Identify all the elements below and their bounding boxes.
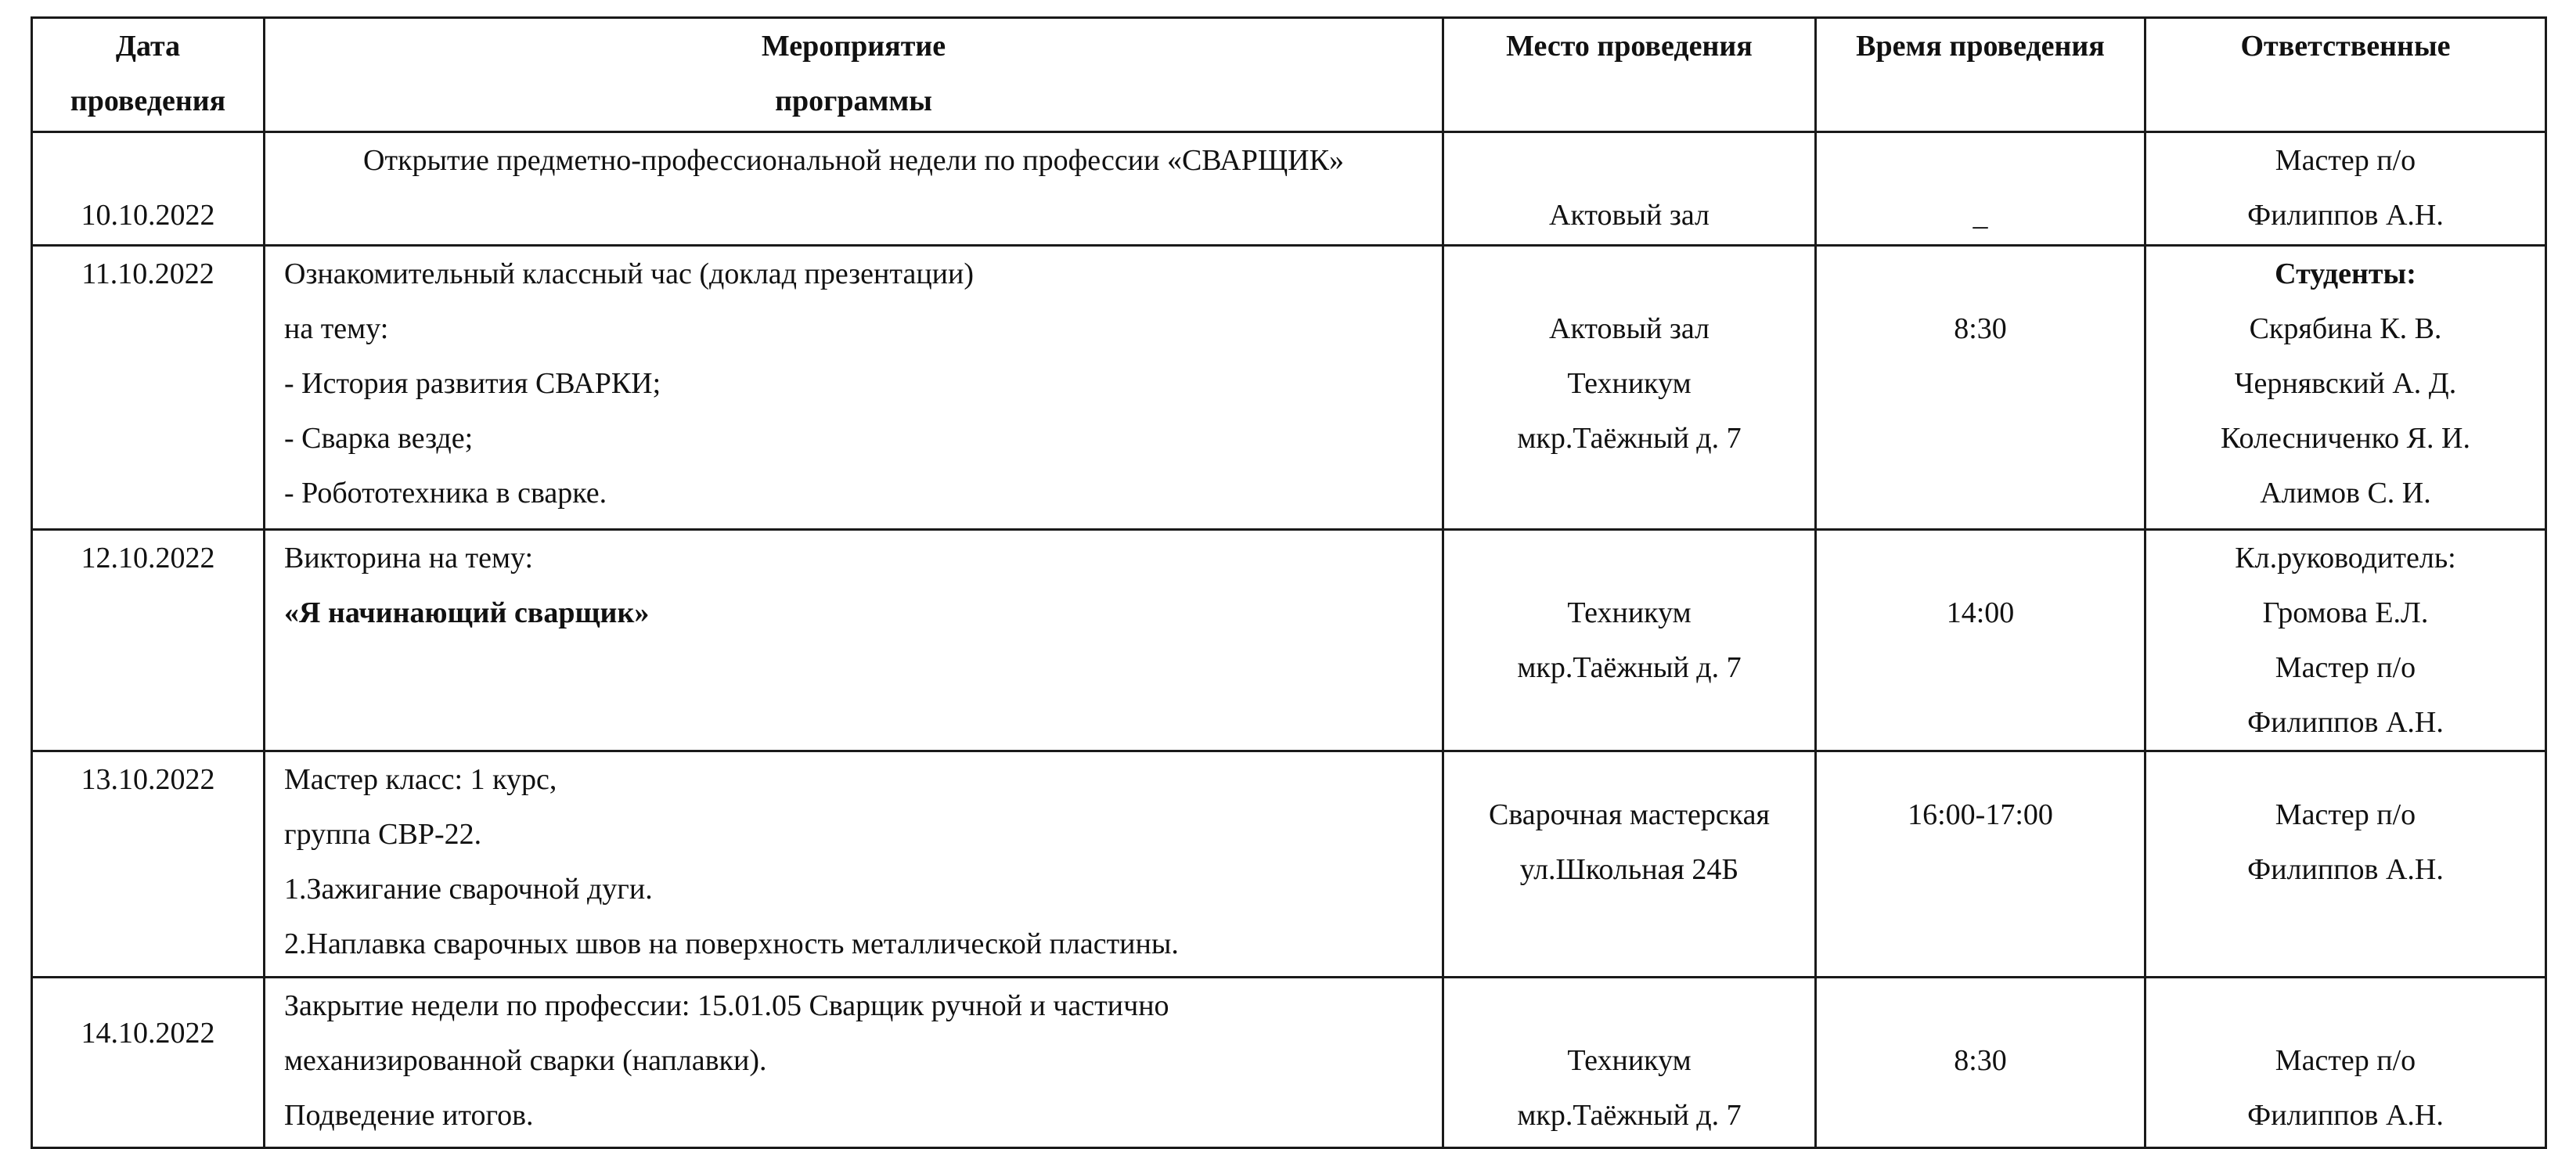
place-line: мкр.Таёжный д. 7 (1517, 1099, 1742, 1132)
row-event (265, 530, 1443, 751)
event-line: - Робототехника в сварке. (284, 477, 607, 510)
header-date-line1: Дата (115, 30, 181, 63)
row-date: 11.10.2022 (32, 246, 265, 530)
responsible-title: Студенты: (2275, 258, 2416, 290)
row-time: _ (1816, 132, 2145, 246)
row-place (1443, 132, 1816, 246)
row-place (1443, 978, 1816, 1148)
row-date: 13.10.2022 (32, 751, 265, 978)
table-row (32, 246, 2546, 530)
header-date-line2: проведения (70, 85, 226, 117)
responsible-line: Громова Е.Л. (2262, 596, 2429, 629)
responsible-line: Мастер п/о (2275, 144, 2416, 177)
event-line: 2.Наплавка сварочных швов на поверхность металлической пластины. (284, 927, 1179, 960)
header-time: Время проведения (1816, 18, 2145, 132)
row-responsible (2145, 978, 2546, 1148)
row-responsible (2145, 751, 2546, 978)
header-event-line1: Мероприятие (761, 30, 946, 63)
row-time: 8:30 (1816, 978, 2145, 1148)
event-line: 1.Зажигание сварочной дуги. (284, 873, 653, 906)
header-event (265, 18, 1443, 132)
place-line: Сварочная мастерская (1488, 798, 1771, 831)
event-line: Ознакомительный классный час (доклад презентации) (284, 258, 974, 290)
place-line: Актовый зал (1549, 312, 1710, 345)
table-row (32, 132, 2546, 246)
row-event (265, 132, 1443, 246)
table-header-row (32, 18, 2546, 132)
row-responsible (2145, 530, 2546, 751)
header-responsible: Ответственные (2145, 18, 2546, 132)
event-line: механизированной сварки (наплавки). (284, 1044, 767, 1077)
responsible-line: Мастер п/о (2275, 798, 2416, 831)
place-line: ул.Школьная 24Б (1519, 853, 1739, 886)
event-line: Подведение итогов. (284, 1099, 534, 1132)
event-line: Викторина на тему: (284, 542, 534, 574)
table-row (32, 978, 2546, 1148)
event-title-bold: «Я начинающий сварщик» (284, 596, 650, 629)
event-line: Мастер класс: 1 курс, (284, 763, 557, 796)
event-line: группа СВР-22. (284, 818, 482, 851)
responsible-line: Филиппов А.Н. (2247, 853, 2444, 886)
event-line: Открытие предметно-профессиональной недели по профессии «СВАРЩИК» (363, 144, 1344, 177)
responsible-line: Алимов С. И. (2260, 477, 2431, 510)
place-line: мкр.Таёжный д. 7 (1517, 422, 1742, 455)
row-time: 16:00-17:00 (1816, 751, 2145, 978)
responsible-line: Филиппов А.Н. (2247, 1099, 2444, 1132)
event-line: Закрытие недели по профессии: 15.01.05 Сварщик ручной и частично (284, 989, 1169, 1022)
row-event (265, 978, 1443, 1148)
place-line: Актовый зал (1549, 199, 1710, 232)
event-line: - Сварка везде; (284, 422, 474, 455)
row-event (265, 246, 1443, 530)
place-line: мкр.Таёжный д. 7 (1517, 651, 1742, 684)
row-place (1443, 530, 1816, 751)
row-event (265, 751, 1443, 978)
schedule-table (31, 16, 2547, 1149)
responsible-line: Филиппов А.Н. (2247, 199, 2444, 232)
place-line: Техникум (1567, 1044, 1692, 1077)
responsible-line: Мастер п/о (2275, 651, 2416, 684)
row-place (1443, 751, 1816, 978)
row-date: 10.10.2022 (32, 132, 265, 246)
row-date: 12.10.2022 (32, 530, 265, 751)
row-time: 8:30 (1816, 246, 2145, 530)
responsible-line: Кл.руководитель: (2235, 542, 2456, 574)
row-responsible (2145, 132, 2546, 246)
header-date (32, 18, 265, 132)
event-line: на тему: (284, 312, 389, 345)
event-line: - История развития СВАРКИ; (284, 367, 661, 400)
table-row (32, 751, 2546, 978)
responsible-line: Филиппов А.Н. (2247, 706, 2444, 739)
responsible-line: Колесниченко Я. И. (2221, 422, 2470, 455)
place-line: Техникум (1567, 367, 1692, 400)
responsible-line: Скрябина К. В. (2249, 312, 2442, 345)
header-place: Место проведения (1443, 18, 1816, 132)
place-line: Техникум (1567, 596, 1692, 629)
row-date: 14.10.2022 (32, 978, 265, 1148)
row-time: 14:00 (1816, 530, 2145, 751)
responsible-line: Чернявский А. Д. (2234, 367, 2457, 400)
row-place (1443, 246, 1816, 530)
row-responsible (2145, 246, 2546, 530)
responsible-line: Мастер п/о (2275, 1044, 2416, 1077)
table-row (32, 530, 2546, 751)
header-event-line2: программы (775, 85, 932, 117)
